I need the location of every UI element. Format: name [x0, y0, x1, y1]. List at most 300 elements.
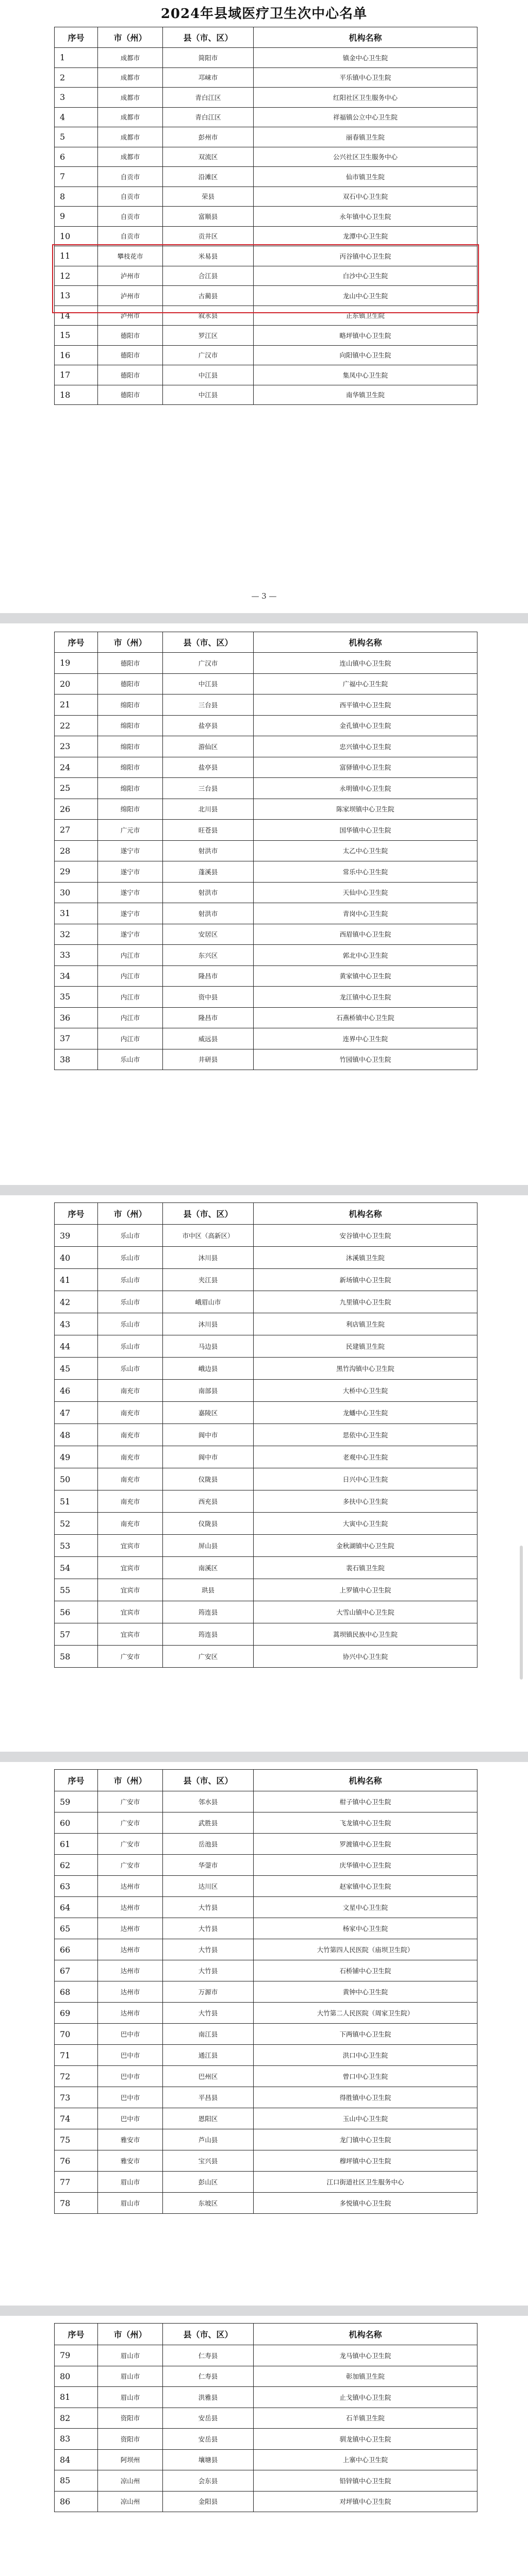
- table-row: [55, 107, 477, 127]
- row-city: 广安市: [98, 1646, 163, 1668]
- table-row: [55, 2470, 477, 2492]
- row-number: 74: [55, 2108, 98, 2129]
- table-row: [55, 820, 477, 841]
- row-city: 南充市: [98, 1513, 163, 1535]
- row-institution: 永年镇中心卫生院: [254, 207, 477, 227]
- row-city: 宜宾市: [98, 1579, 163, 1601]
- row-institution: 黑竹沟镇中心卫生院: [254, 1358, 477, 1380]
- table-row: [55, 67, 477, 88]
- county-header: 县（市、区）: [163, 2324, 254, 2345]
- row-number: 63: [55, 1876, 98, 1897]
- row-county: 东坡区: [163, 2193, 254, 2214]
- table-row: [55, 2449, 477, 2470]
- row-institution: 大桥中心卫生院: [254, 1380, 477, 1402]
- row-county: 安岳县: [163, 2429, 254, 2450]
- row-city: 达州市: [98, 1981, 163, 2003]
- row-institution: 大雪山镇中心卫生院: [254, 1601, 477, 1623]
- row-city: 遂宁市: [98, 903, 163, 924]
- row-number: 16: [55, 345, 98, 365]
- row-county: 叙永县: [163, 306, 254, 326]
- row-city: 内江市: [98, 945, 163, 966]
- document-page-2: [0, 623, 528, 1185]
- table-row: [55, 1380, 477, 1402]
- row-city: 德阳市: [98, 673, 163, 694]
- row-institution: 罗渡镇中心卫生院: [254, 1834, 477, 1855]
- table-row: [55, 147, 477, 167]
- table-row: [55, 2003, 477, 2024]
- county-header: 县（市、区）: [163, 1770, 254, 1791]
- row-county: 南江县: [163, 2024, 254, 2045]
- row-county: 南溪区: [163, 1557, 254, 1579]
- row-county: 筠连县: [163, 1601, 254, 1623]
- row-city: 资阳市: [98, 2408, 163, 2429]
- row-county: 米易县: [163, 246, 254, 266]
- row-number: 69: [55, 2003, 98, 2024]
- row-number: 30: [55, 882, 98, 903]
- row-city: 宜宾市: [98, 1535, 163, 1557]
- city-header: 市（州）: [98, 2324, 163, 2345]
- row-county: 金阳县: [163, 2491, 254, 2512]
- row-county: 宝兴县: [163, 2150, 254, 2172]
- table-row: [55, 246, 477, 266]
- row-city: 巴中市: [98, 2024, 163, 2045]
- row-city: 乐山市: [98, 1049, 163, 1070]
- row-city: 阿坝州: [98, 2449, 163, 2470]
- table-row: [55, 385, 477, 405]
- table-row: [55, 207, 477, 227]
- table-row: [55, 2345, 477, 2366]
- row-institution: 赵家镇中心卫生院: [254, 1876, 477, 1897]
- table-row: [55, 1834, 477, 1855]
- table-row: [55, 1028, 477, 1049]
- table-row: [55, 1225, 477, 1247]
- row-county: 华蓥市: [163, 1855, 254, 1876]
- table-row: [55, 48, 477, 68]
- row-number: 32: [55, 924, 98, 945]
- row-institution: 对坪镇中心卫生院: [254, 2491, 477, 2512]
- row-number: 68: [55, 1981, 98, 2003]
- row-number: 26: [55, 799, 98, 820]
- page-separator: [0, 1752, 528, 1762]
- row-city: 成都市: [98, 107, 163, 127]
- institution-header: 机构名称: [254, 1770, 477, 1791]
- table-row: [55, 266, 477, 286]
- row-number: 33: [55, 945, 98, 966]
- row-county: 三台县: [163, 778, 254, 799]
- table-row: [55, 2491, 477, 2512]
- row-city: 巴中市: [98, 2087, 163, 2108]
- row-county: 南部县: [163, 1380, 254, 1402]
- institution-table-2: [54, 632, 477, 1070]
- row-city: 眉山市: [98, 2345, 163, 2366]
- table-row: [55, 715, 477, 736]
- table-row: [55, 127, 477, 147]
- row-county: 中江县: [163, 673, 254, 694]
- city-header: 市（州）: [98, 1770, 163, 1791]
- table-row: [55, 2066, 477, 2087]
- row-city: 乐山市: [98, 1247, 163, 1269]
- row-county: 大竹县: [163, 1897, 254, 1918]
- table-row: [55, 882, 477, 903]
- row-county: 贡井区: [163, 226, 254, 246]
- table-row: [55, 653, 477, 674]
- seq-header: 序号: [55, 632, 98, 653]
- row-county: 大竹县: [163, 1939, 254, 1960]
- table-row: [55, 2087, 477, 2108]
- row-institution: 下两镇中心卫生院: [254, 2024, 477, 2045]
- row-county: 富顺县: [163, 207, 254, 227]
- row-county: 大竹县: [163, 1960, 254, 1981]
- row-number: 2: [55, 67, 98, 88]
- row-institution: 陈家坝镇中心卫生院: [254, 799, 477, 820]
- table-row: [55, 840, 477, 861]
- row-city: 德阳市: [98, 653, 163, 674]
- row-number: 6: [55, 147, 98, 167]
- row-institution: 常乐中心卫生院: [254, 861, 477, 883]
- row-institution: 龙江镇中心卫生院: [254, 987, 477, 1008]
- table-header-row: [55, 27, 477, 48]
- row-county: 屏山县: [163, 1535, 254, 1557]
- table-row: [55, 799, 477, 820]
- document-page-4: [0, 1762, 528, 2306]
- table-row: [55, 694, 477, 716]
- table-row: [55, 226, 477, 246]
- row-institution: 略坪镇中心卫生院: [254, 326, 477, 346]
- row-county: 隆昌市: [163, 1007, 254, 1028]
- institution-header: 机构名称: [254, 27, 477, 48]
- table-row: [55, 306, 477, 326]
- row-number: 84: [55, 2449, 98, 2470]
- page-separator: [0, 1185, 528, 1195]
- row-number: 27: [55, 820, 98, 841]
- row-county: 荣县: [163, 187, 254, 207]
- row-number: 58: [55, 1646, 98, 1668]
- row-county: 合江县: [163, 266, 254, 286]
- row-county: 大竹县: [163, 2003, 254, 2024]
- row-number: 83: [55, 2429, 98, 2450]
- table-row: [55, 1468, 477, 1490]
- row-institution: 镇金中心卫生院: [254, 48, 477, 68]
- row-county: 中江县: [163, 365, 254, 385]
- row-institution: 黄家镇中心卫生院: [254, 965, 477, 987]
- row-number: 17: [55, 365, 98, 385]
- row-number: 46: [55, 1380, 98, 1402]
- row-county: 广汉市: [163, 345, 254, 365]
- row-number: 9: [55, 207, 98, 227]
- row-institution: 公兴社区卫生服务中心: [254, 147, 477, 167]
- row-county: 岳池县: [163, 1834, 254, 1855]
- row-city: 巴中市: [98, 2066, 163, 2087]
- row-county: 沿滩区: [163, 167, 254, 187]
- row-institution: 穆坪镇中心卫生院: [254, 2150, 477, 2172]
- table-row: [55, 1855, 477, 1876]
- row-number: 51: [55, 1490, 98, 1513]
- row-number: 49: [55, 1446, 98, 1468]
- row-county: 会东县: [163, 2470, 254, 2492]
- row-county: 万源市: [163, 1981, 254, 2003]
- institution-header: 机构名称: [254, 2324, 477, 2345]
- row-institution: 双石中心卫生院: [254, 187, 477, 207]
- row-number: 37: [55, 1028, 98, 1049]
- row-number: 7: [55, 167, 98, 187]
- row-number: 19: [55, 653, 98, 674]
- row-institution: 驯龙镇中心卫生院: [254, 2429, 477, 2450]
- row-county: 青白江区: [163, 88, 254, 108]
- row-city: 南充市: [98, 1424, 163, 1446]
- table-row: [55, 2045, 477, 2066]
- row-number: 13: [55, 286, 98, 306]
- row-city: 广安市: [98, 1834, 163, 1855]
- row-number: 86: [55, 2491, 98, 2512]
- row-institution: 龙潭中心卫生院: [254, 226, 477, 246]
- row-city: 内江市: [98, 965, 163, 987]
- row-number: 55: [55, 1579, 98, 1601]
- row-number: 35: [55, 987, 98, 1008]
- row-county: 西充县: [163, 1490, 254, 1513]
- row-institution: 蒿坝镇民族中心卫生院: [254, 1623, 477, 1646]
- row-institution: 龙马镇中心卫生院: [254, 2345, 477, 2366]
- row-county: 盐亭县: [163, 715, 254, 736]
- row-institution: 金秋湖镇中心卫生院: [254, 1535, 477, 1557]
- row-county: 筠连县: [163, 1623, 254, 1646]
- row-city: 广元市: [98, 820, 163, 841]
- seq-header: 序号: [55, 1770, 98, 1791]
- row-institution: 广福中心卫生院: [254, 673, 477, 694]
- row-number: 39: [55, 1225, 98, 1247]
- row-institution: 柑子镇中心卫生院: [254, 1791, 477, 1812]
- table-row: [55, 345, 477, 365]
- table-row: [55, 2193, 477, 2214]
- row-city: 宜宾市: [98, 1601, 163, 1623]
- row-institution: 南华镇卫生院: [254, 385, 477, 405]
- table-row: [55, 924, 477, 945]
- row-county: 彭州市: [163, 127, 254, 147]
- row-county: 恩阳区: [163, 2108, 254, 2129]
- row-city: 绵阳市: [98, 778, 163, 799]
- row-number: 47: [55, 1402, 98, 1424]
- row-city: 达州市: [98, 1939, 163, 1960]
- table-row: [55, 1897, 477, 1918]
- row-number: 62: [55, 1855, 98, 1876]
- row-institution: 忠兴镇中心卫生院: [254, 736, 477, 757]
- table-row: [55, 757, 477, 778]
- table-row: [55, 2366, 477, 2387]
- row-institution: 祥福镇公立中心卫生院: [254, 107, 477, 127]
- row-county: 大竹县: [163, 1918, 254, 1939]
- row-city: 德阳市: [98, 385, 163, 405]
- row-city: 雅安市: [98, 2129, 163, 2150]
- row-city: 自贡市: [98, 167, 163, 187]
- row-county: 阆中市: [163, 1446, 254, 1468]
- document-page-1: [0, 0, 528, 613]
- table-row: [55, 778, 477, 799]
- row-number: 67: [55, 1960, 98, 1981]
- row-number: 11: [55, 246, 98, 266]
- row-number: 24: [55, 757, 98, 778]
- row-county: 洪雅县: [163, 2387, 254, 2408]
- row-institution: 仙市镇卫生院: [254, 167, 477, 187]
- row-institution: 思依中心卫生院: [254, 1424, 477, 1446]
- row-city: 自贡市: [98, 187, 163, 207]
- row-city: 内江市: [98, 987, 163, 1008]
- row-institution: 曾口中心卫生院: [254, 2066, 477, 2087]
- row-county: 双流区: [163, 147, 254, 167]
- row-number: 53: [55, 1535, 98, 1557]
- table-row: [55, 2024, 477, 2045]
- table-row: [55, 1601, 477, 1623]
- table-row: [55, 1791, 477, 1812]
- row-number: 38: [55, 1049, 98, 1070]
- row-city: 成都市: [98, 127, 163, 147]
- row-institution: 老观中心卫生院: [254, 1446, 477, 1468]
- row-city: 南充市: [98, 1402, 163, 1424]
- row-institution: 大寅中心卫生院: [254, 1513, 477, 1535]
- row-number: 44: [55, 1335, 98, 1358]
- row-city: 德阳市: [98, 365, 163, 385]
- row-institution: 飞龙镇中心卫生院: [254, 1812, 477, 1834]
- row-city: 达州市: [98, 1960, 163, 1981]
- row-county: 芦山县: [163, 2129, 254, 2150]
- row-city: 广安市: [98, 1855, 163, 1876]
- row-institution: 青岗中心卫生院: [254, 903, 477, 924]
- table-header-row: [55, 1770, 477, 1791]
- page-number: — 3 —: [251, 591, 277, 601]
- row-county: 青白江区: [163, 107, 254, 127]
- row-institution: 彰加镇卫生院: [254, 2366, 477, 2387]
- institution-table-4: [54, 1769, 477, 2214]
- row-number: 81: [55, 2387, 98, 2408]
- table-row: [55, 1446, 477, 1468]
- row-number: 82: [55, 2408, 98, 2429]
- row-city: 泸州市: [98, 306, 163, 326]
- row-city: 内江市: [98, 1028, 163, 1049]
- row-county: 嘉陵区: [163, 1402, 254, 1424]
- row-city: 宜宾市: [98, 1623, 163, 1646]
- row-institution: 利店镇卫生院: [254, 1313, 477, 1335]
- scrollbar-thumb[interactable]: [520, 1546, 523, 1680]
- row-institution: 裴石镇卫生院: [254, 1557, 477, 1579]
- row-city: 眉山市: [98, 2172, 163, 2193]
- seq-header: 序号: [55, 27, 98, 48]
- table-row: [55, 167, 477, 187]
- row-county: 射洪市: [163, 903, 254, 924]
- row-city: 南充市: [98, 1468, 163, 1490]
- row-county: 峨边县: [163, 1358, 254, 1380]
- row-number: 34: [55, 965, 98, 987]
- row-institution: 向阳镇中心卫生院: [254, 345, 477, 365]
- row-county: 夹江县: [163, 1269, 254, 1291]
- row-city: 成都市: [98, 67, 163, 88]
- row-county: 安居区: [163, 924, 254, 945]
- row-institution: 富驿镇中心卫生院: [254, 757, 477, 778]
- table-row: [55, 1490, 477, 1513]
- city-header: 市（州）: [98, 632, 163, 653]
- row-institution: 丽春镇卫生院: [254, 127, 477, 147]
- row-city: 眉山市: [98, 2193, 163, 2214]
- county-header: 县（市、区）: [163, 27, 254, 48]
- row-city: 成都市: [98, 147, 163, 167]
- document-page-3: [0, 1195, 528, 1752]
- row-city: 乐山市: [98, 1269, 163, 1291]
- row-number: 66: [55, 1939, 98, 1960]
- row-county: 马边县: [163, 1335, 254, 1358]
- row-county: 威远县: [163, 1028, 254, 1049]
- row-number: 48: [55, 1424, 98, 1446]
- row-institution: 白沙中心卫生院: [254, 266, 477, 286]
- institution-table-5: [54, 2323, 477, 2512]
- row-county: 射洪市: [163, 882, 254, 903]
- row-number: 78: [55, 2193, 98, 2214]
- row-city: 泸州市: [98, 286, 163, 306]
- row-number: 60: [55, 1812, 98, 1834]
- row-number: 12: [55, 266, 98, 286]
- row-city: 眉山市: [98, 2366, 163, 2387]
- row-city: 南充市: [98, 1446, 163, 1468]
- row-number: 54: [55, 1557, 98, 1579]
- row-number: 65: [55, 1918, 98, 1939]
- row-county: 武胜县: [163, 1812, 254, 1834]
- table-row: [55, 1646, 477, 1668]
- table-row: [55, 2408, 477, 2429]
- row-city: 成都市: [98, 48, 163, 68]
- table-header-row: [55, 2324, 477, 2345]
- row-institution: 竹园镇中心卫生院: [254, 1049, 477, 1070]
- row-institution: 文星中心卫生院: [254, 1897, 477, 1918]
- row-county: 通江县: [163, 2045, 254, 2066]
- page-separator: [0, 2306, 528, 2316]
- row-institution: 止戈镇中心卫生院: [254, 2387, 477, 2408]
- row-number: 40: [55, 1247, 98, 1269]
- table-row: [55, 965, 477, 987]
- row-number: 14: [55, 306, 98, 326]
- row-number: 45: [55, 1358, 98, 1380]
- table-row: [55, 286, 477, 306]
- row-number: 52: [55, 1513, 98, 1535]
- row-county: 巴州区: [163, 2066, 254, 2087]
- table-row: [55, 987, 477, 1008]
- row-county: 广安区: [163, 1646, 254, 1668]
- row-city: 成都市: [98, 88, 163, 108]
- row-city: 自贡市: [98, 226, 163, 246]
- row-county: 游仙区: [163, 736, 254, 757]
- row-county: 仪陇县: [163, 1468, 254, 1490]
- row-institution: 集凤中心卫生院: [254, 365, 477, 385]
- row-institution: 玉山中心卫生院: [254, 2108, 477, 2129]
- row-institution: 石桥铺中心卫生院: [254, 1960, 477, 1981]
- row-county: 彭山区: [163, 2172, 254, 2193]
- row-number: 15: [55, 326, 98, 346]
- institution-table-1: [54, 27, 477, 405]
- row-institution: 天仙中心卫生院: [254, 882, 477, 903]
- row-county: 隆昌市: [163, 965, 254, 987]
- row-county: 罗江区: [163, 326, 254, 346]
- row-county: 东兴区: [163, 945, 254, 966]
- row-county: 邛崃市: [163, 67, 254, 88]
- row-county: 峨眉山市: [163, 1291, 254, 1313]
- row-county: 仪陇县: [163, 1513, 254, 1535]
- row-county: 仁寿县: [163, 2345, 254, 2366]
- table-row: [55, 1313, 477, 1335]
- row-institution: 得胜镇中心卫生院: [254, 2087, 477, 2108]
- row-city: 乐山市: [98, 1225, 163, 1247]
- row-institution: 上罗镇中心卫生院: [254, 1579, 477, 1601]
- page-separator: [0, 613, 528, 623]
- table-row: [55, 1812, 477, 1834]
- row-city: 广安市: [98, 1812, 163, 1834]
- row-city: 乐山市: [98, 1358, 163, 1380]
- row-number: 36: [55, 1007, 98, 1028]
- row-number: 5: [55, 127, 98, 147]
